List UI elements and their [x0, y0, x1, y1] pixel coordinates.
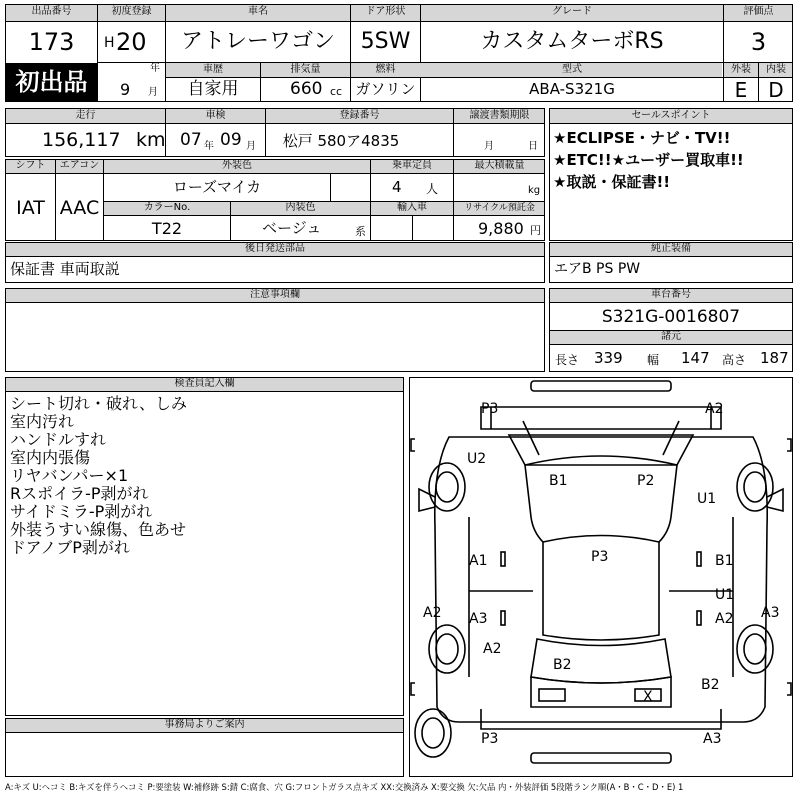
label-inspector: 検査員記入欄	[174, 378, 235, 389]
label-ext-color: 外装色	[222, 160, 252, 171]
label-dims: 諸元	[661, 331, 681, 342]
label-int-color: 内装色	[285, 202, 316, 213]
label-recycle: リサイクル預託金	[464, 203, 535, 213]
inspector-note-4: 室内内張傷	[10, 448, 91, 467]
recycle-value: 9,880	[478, 219, 524, 238]
mark-b1-right: B1	[715, 553, 734, 569]
mark-rear-left: P3	[481, 731, 499, 747]
mark-x-rear: X	[643, 689, 653, 705]
interior-grade: D	[768, 78, 784, 102]
height-value: 187	[760, 349, 789, 367]
lot-number: 173	[28, 28, 75, 56]
label-type-code: 型式	[562, 64, 582, 75]
displacement-value: 660	[290, 79, 323, 99]
label-shift: シフト	[15, 160, 46, 171]
mark-a2-left2: A2	[483, 641, 502, 657]
label-score: 評価点	[743, 6, 774, 17]
label-transfer: 譲渡書類期限	[469, 110, 530, 121]
label-office: 事務局よりご案内	[164, 719, 245, 730]
mark-a3-right-outer: A3	[761, 605, 780, 621]
color-no-value: T22	[151, 219, 183, 238]
mark-front-right: A2	[705, 401, 724, 417]
mark-a2-right: A2	[715, 611, 734, 627]
inspection-year: 07	[180, 130, 202, 150]
label-capacity: 乗車定員	[392, 160, 432, 171]
mark-b2-center: B2	[553, 657, 572, 673]
label-genuine: 純正装備	[651, 243, 691, 254]
shift-value: IAT	[16, 197, 45, 219]
label-inspection: 車検	[205, 110, 226, 121]
label-door: ドア形状	[365, 6, 406, 17]
first-reg-month: 9	[120, 80, 131, 99]
inspector-note-9: ドアノブP剥がれ	[10, 538, 130, 557]
inspection-year-unit: 年	[204, 141, 214, 152]
sales-point-line-1: ★ECLIPSE・ナビ・TV!!	[553, 129, 731, 147]
mark-b2-right: B2	[701, 677, 720, 693]
label-import: 輸入車	[397, 202, 427, 213]
length-value: 339	[594, 349, 623, 367]
mileage-unit: km	[136, 129, 166, 151]
mileage-value: 156,117	[42, 129, 121, 151]
mark-front-left: P3	[481, 401, 499, 417]
label-fuel: 燃料	[375, 64, 396, 75]
car-damage-diagram	[409, 377, 793, 777]
first-reg-era: H	[104, 35, 115, 51]
fuel-value: ガソリン	[355, 80, 416, 98]
height-label: 高さ	[722, 353, 747, 367]
label-history: 車歴	[203, 64, 223, 75]
sales-point-line-3: ★取説・保証書!!	[553, 173, 671, 191]
inspector-note-6: Rスポイラ-P剥がれ	[10, 484, 149, 503]
legend: A:キズ U:ヘコミ B:キズを伴うヘコミ P:要塗装 W:補修跡 S:錆 C:腐食、穴 G:フロントガラス点キズ XX:交換済み X:要交換 欠:欠品 内・外装評価 5段階ランク順(A・B・C・D・E) 1	[5, 782, 684, 792]
width-value: 147	[681, 349, 710, 367]
reg-number-value: 松戸 580ア4835	[282, 132, 400, 150]
label-reg-number: 登録番号	[339, 110, 380, 121]
mark-a1-left: A1	[469, 553, 488, 569]
label-color-no: カラーNo.	[143, 202, 191, 213]
inspection-month-unit: 月	[246, 141, 256, 152]
transfer-month: 月	[484, 141, 494, 152]
type-code-value: ABA-S321G	[529, 80, 615, 98]
ac-value: AAC	[59, 197, 100, 219]
first-reg-year-unit: 年	[150, 63, 160, 74]
label-later-parts: 後日発送部品	[245, 243, 305, 254]
later-parts-value: 保証書 車両取説	[10, 260, 120, 278]
int-color-value: ベージュ	[262, 219, 322, 237]
label-exterior: 外装	[731, 64, 751, 75]
mark-b1-roof: B1	[549, 473, 568, 489]
mark-p2-roof: P2	[637, 473, 655, 489]
max-load-unit: kg	[528, 185, 541, 196]
first-listing-text: 初出品	[15, 68, 88, 96]
model-name: アトレーワゴン	[180, 29, 335, 54]
label-caution: 注意事項欄	[250, 289, 300, 300]
label-lot: 出品番号	[31, 6, 72, 17]
inspector-note-7: サイドミラ-P剥がれ	[10, 502, 153, 521]
sales-point-line-2: ★ETC!!★ユーザー買取車!!	[553, 151, 744, 169]
exterior-grade: E	[734, 78, 748, 102]
chassis-value: S321G-0016807	[601, 307, 741, 327]
label-first-reg: 初度登録	[111, 6, 152, 17]
first-reg-month-unit: 月	[148, 87, 158, 98]
label-grade: グレード	[552, 6, 592, 17]
label-interior: 内装	[766, 64, 786, 75]
label-chassis: 車台番号	[651, 289, 691, 300]
transfer-day: 日	[528, 141, 538, 152]
genuine-value: エアB PS PW	[554, 261, 641, 277]
recycle-unit: 円	[530, 224, 541, 237]
mark-a2-left-outer: A2	[423, 605, 442, 621]
first-reg-year: 20	[116, 28, 147, 56]
history-value: 自家用	[187, 79, 239, 99]
width-label: 幅	[647, 353, 660, 367]
mark-u1-right2: U1	[715, 587, 735, 603]
inspector-note-2: 室内汚れ	[10, 412, 75, 431]
label-ac: エアコン	[59, 160, 100, 171]
mark-u2: U2	[467, 451, 487, 467]
mark-a3-left: A3	[469, 611, 488, 627]
score-value: 3	[750, 28, 767, 56]
label-mileage: 走行	[75, 110, 96, 121]
int-color-suffix: 系	[355, 225, 366, 238]
inspection-month: 09	[220, 130, 242, 150]
capacity-unit: 人	[426, 182, 439, 196]
mark-p3-center: P3	[591, 549, 609, 565]
mark-u1-right: U1	[697, 491, 717, 507]
label-displacement: 排気量	[290, 64, 321, 75]
inspector-note-1: シート切れ・破れ、しみ	[10, 394, 187, 413]
capacity-value: 4	[392, 178, 402, 196]
door-type: 5SW	[360, 29, 411, 54]
length-label: 長さ	[555, 353, 580, 367]
label-sales-points: セールスポイント	[631, 110, 711, 121]
displacement-unit: cc	[330, 85, 343, 98]
ext-color-value: ローズマイカ	[172, 178, 262, 196]
mark-rear-right: A3	[703, 731, 722, 747]
label-max-load: 最大積載量	[474, 160, 525, 171]
label-model: 車名	[248, 6, 268, 17]
inspector-note-3: ハンドルすれ	[10, 430, 107, 449]
inspector-note-5: リヤバンパー×1	[10, 466, 129, 485]
inspector-note-8: 外装うすい線傷、色あせ	[10, 520, 187, 539]
grade-value: カスタムターボRS	[480, 29, 664, 54]
